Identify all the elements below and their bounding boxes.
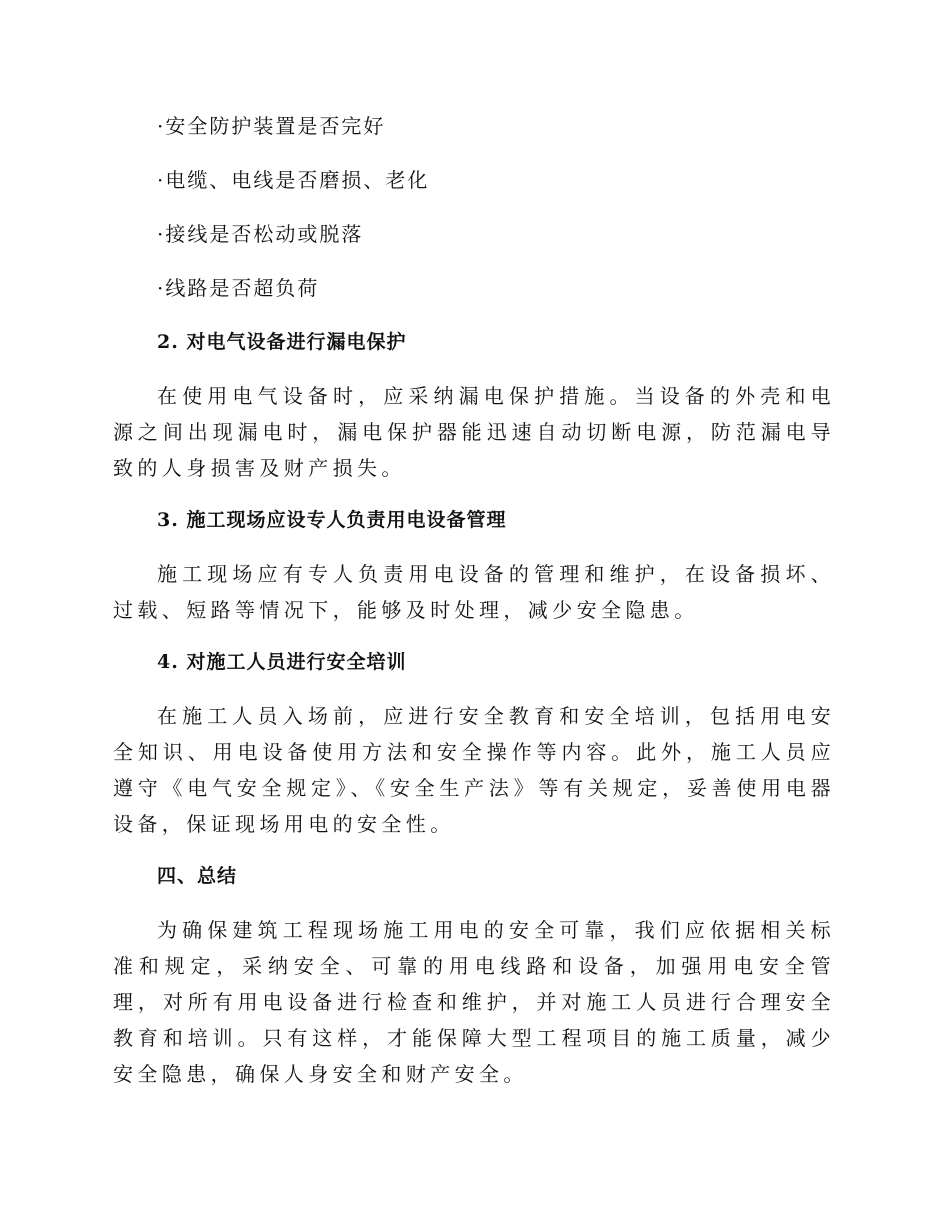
checklist-item bbox=[113, 108, 835, 162]
checklist-item bbox=[113, 216, 835, 270]
section-leakage-protection bbox=[113, 324, 835, 502]
section-heading: 2. 对电气设备进行漏电保护 bbox=[157, 331, 407, 353]
checklist-item-text: ·接线是否松动或脱落 bbox=[157, 222, 364, 246]
checklist-item-text: ·线路是否超负荷 bbox=[157, 276, 320, 300]
section-equipment-management bbox=[113, 502, 835, 644]
checklist-item bbox=[113, 270, 835, 324]
section-body: 施工现场应有专人负责用电设备的管理和维护，在设备损坏、过载、短路等情况下，能够及时处理，减少安全隐患。 bbox=[113, 562, 835, 622]
section-body: 在使用电气设备时，应采纳漏电保护措施。当设备的外壳和电源之间出现漏电时，漏电保护器能迅速自动切断电源，防范漏电导致的人身损害及财产损失。 bbox=[113, 384, 835, 480]
section-body: 在施工人员入场前，应进行安全教育和安全培训，包括用电安全知识、用电设备使用方法和安全操作等内容。此外，施工人员应遵守《电气安全规定》、《安全生产法》等有关规定，妥善使用电器设备，保证现场用电的安全性。 bbox=[113, 704, 835, 836]
section-safety-training bbox=[113, 644, 835, 858]
section-heading: 4. 对施工人员进行安全培训 bbox=[157, 651, 407, 673]
document-page bbox=[113, 108, 835, 1092]
checklist-item-text: ·安全防护装置是否完好 bbox=[157, 114, 386, 138]
section-body: 为确保建筑工程现场施工用电的安全可靠，我们应依据相关标准和规定，采纳安全、可靠的用电线路和设备，加强用电安全管理，对所有用电设备进行检查和维护，并对施工人员进行合理安全教育和培训。只有这样，才能保障大型工程项目的施工质量，减少安全隐患，确保人身安全和财产安全。 bbox=[113, 918, 835, 1086]
section-heading: 四、总结 bbox=[157, 865, 238, 887]
checklist-item-text: ·电缆、电线是否磨损、老化 bbox=[157, 168, 430, 192]
checklist-item bbox=[113, 162, 835, 216]
section-heading: 3. 施工现场应设专人负责用电设备管理 bbox=[157, 509, 507, 531]
checklist bbox=[113, 108, 835, 324]
section-summary bbox=[113, 858, 835, 1092]
